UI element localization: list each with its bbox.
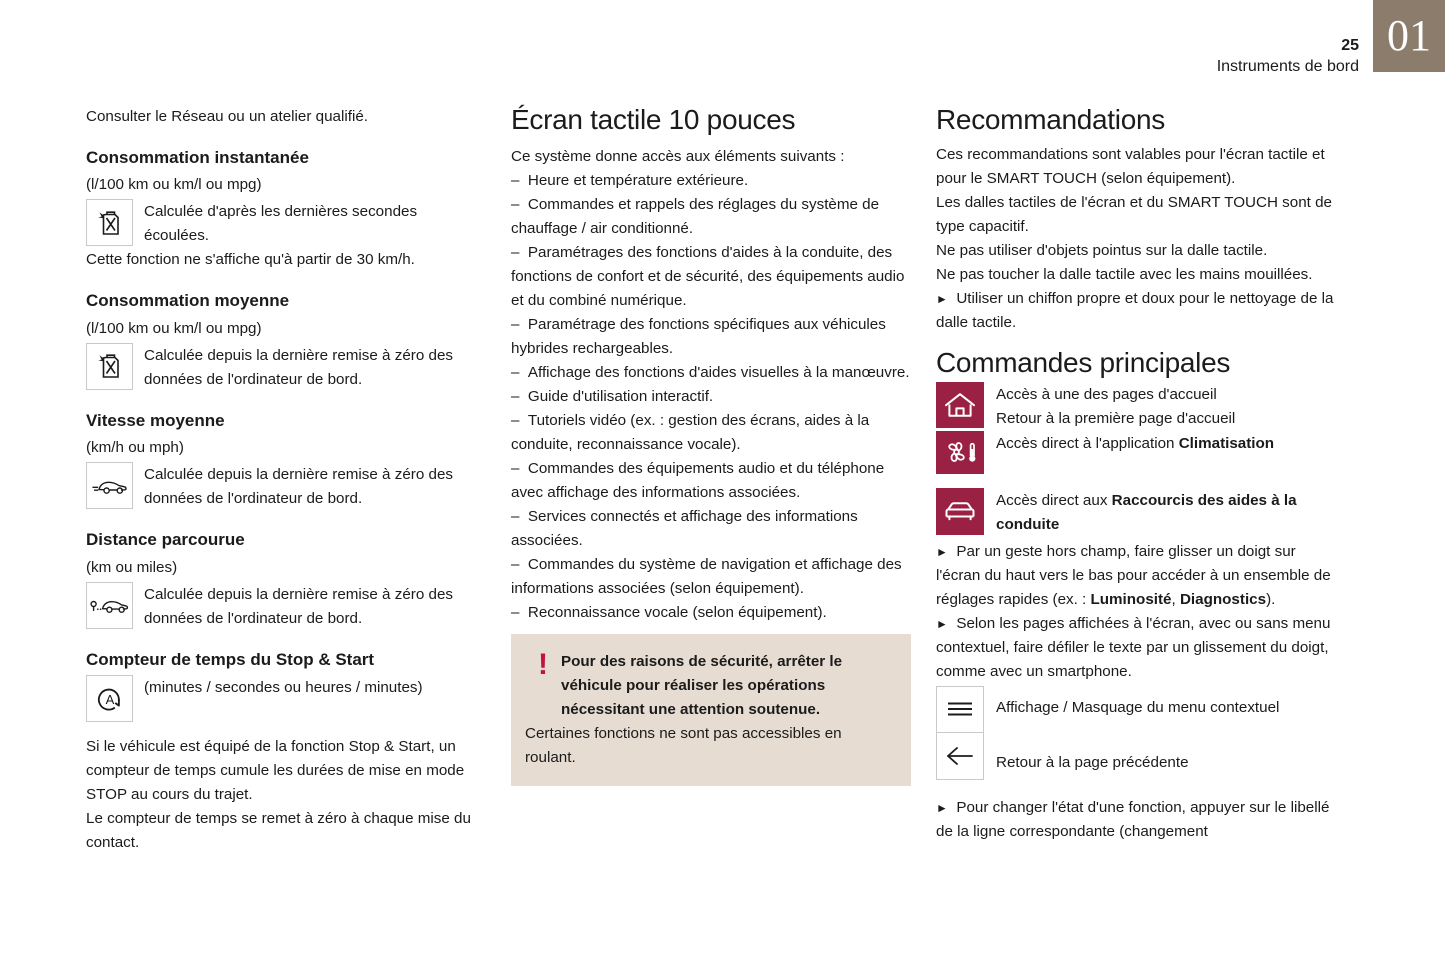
units-distance-parcourue: (km ou miles): [86, 558, 178, 576]
bullet-label: Affichage des fonctions d'aides visuelles à la manœuvre.: [527, 363, 910, 381]
arrow-item-cleaning: [936, 287, 1336, 335]
bullet-item: – Affichage des fonctions d'aides visuelles à la manœuvre.: [511, 363, 910, 381]
climate-label-bold: Climatisation: [1178, 434, 1275, 452]
arrow-item-scrolling: [936, 612, 1336, 684]
row-distance-parcourue: [86, 582, 484, 631]
header-text-block: [1217, 36, 1359, 78]
fuel-can-cross-icon: [86, 199, 133, 246]
home-icon[interactable]: [936, 382, 984, 429]
quick-settings-pre: Par un geste hors champ, faire glisser un doigt sur l'écran du haut vers le bas pour accéder à un ensemble de réglages rapides (ex. :: [936, 542, 1331, 608]
warning-first-line: [525, 650, 895, 722]
bullet-label: Heure et température extérieure.: [527, 171, 749, 189]
text-vitesse-moyenne: Calculée depuis la dernière remise à zéro des données de l'ordinateur de bord.: [144, 466, 453, 508]
bullet-label: Commandes et rappels des réglages du système de chauffage / air conditionné.: [511, 195, 880, 237]
home-line-1: Accès à une des pages d'accueil: [996, 385, 1217, 403]
command-row-climate: [936, 431, 1336, 475]
footer-consommation-instantanee: Cette fonction ne s'affiche qu'à partir de 30 km/h.: [86, 251, 415, 269]
middle-column: [511, 105, 911, 786]
bullet-item: – Tutoriels vidéo (ex. : gestion des écrans, aides à la conduite, reconnaissance vocale).: [511, 411, 870, 453]
chapter-title: Instruments de bord: [1216, 58, 1359, 75]
bullet-label: Commandes du système de navigation et affichage des informations associées (selon équipement).: [511, 556, 902, 598]
svg-text:A: A: [105, 691, 114, 707]
section-title-ecran-tactile: Écran tactile 10 pouces: [511, 104, 796, 135]
hamburger-menu-icon[interactable]: [936, 686, 984, 733]
exclamation-icon: !: [538, 648, 548, 682]
bullet-item: – Reconnaissance vocale (selon équipement).: [511, 604, 827, 622]
text-stop-start: (minutes / secondes ou heures / minutes): [144, 679, 423, 697]
page-body: [0, 105, 1445, 963]
fuel-can-cross-icon: [86, 343, 133, 390]
command-text-home: [996, 382, 1235, 431]
heading-consommation-moyenne: Consommation moyenne: [86, 291, 290, 311]
recommandations-paragraph: Ces recommandations sont valables pour l'écran tactile et pour le SMART TOUCH (selon équipement).: [936, 145, 1325, 187]
car-distance-pin-icon: [86, 582, 133, 629]
section-title-commandes-principales: Commandes principales: [936, 346, 1231, 378]
car-front-icon[interactable]: [936, 488, 984, 535]
command-row-home: [936, 382, 1336, 431]
bullet-item: – Heure et température extérieure.: [511, 171, 749, 189]
bullet-label: Commandes des équipements audio et du téléphone avec affichage des informations associées.: [511, 460, 885, 502]
heading-vitesse-moyenne: Vitesse moyenne: [86, 410, 225, 430]
left-intro-text: Consulter le Réseau ou un atelier qualifié.: [86, 108, 368, 125]
quick-settings-bold-2: Diagnostics: [1179, 590, 1267, 608]
bullet-label: Reconnaissance vocale (selon équipement).: [527, 604, 827, 622]
quick-settings-mid: ,: [1171, 590, 1180, 608]
triangle-bullet-icon: ►: [936, 544, 948, 559]
warning-box: [511, 634, 911, 786]
row-consommation-instantanee: [86, 199, 484, 248]
bullet-label: Tutoriels vidéo (ex. : gestion des écrans, aides à la conduite, reconnaissance vocale).: [511, 411, 870, 453]
page-header: [0, 0, 1445, 90]
triangle-bullet-icon: ►: [936, 291, 948, 306]
driving-aids-label: Accès direct aux: [996, 491, 1112, 509]
left-column: [86, 105, 484, 855]
text-consommation-instantanee: Calculée d'après les dernières secondes écoulées.: [144, 203, 418, 245]
scrolling-label: Selon les pages affichées à l'écran, avec ou sans menu contextuel, faire défiler le texte par un glissement du doigt, comme avec un smartphone.: [936, 614, 1331, 680]
row-consommation-moyenne: [86, 343, 484, 392]
quick-settings-post: ).: [1266, 590, 1276, 608]
page-number: 25: [1341, 37, 1359, 54]
bullet-item: – Commandes du système de navigation et affichage des informations associées (selon équipement).: [511, 556, 902, 598]
row-stop-start: [86, 675, 484, 722]
label-contextual-menu: Affichage / Masquage du menu contextuel: [996, 698, 1280, 716]
warning-body-text: Certaines fonctions ne sont pas accessibles en roulant.: [525, 725, 842, 767]
triangle-bullet-icon: ►: [936, 616, 948, 631]
recommandations-paragraph: Les dalles tactiles de l'écran et du SMART TOUCH sont de type capacitif.: [936, 193, 1333, 235]
units-consommation-moyenne: (l/100 km ou km/l ou mpg): [86, 319, 262, 337]
recommandations-paragraph: Ne pas toucher la dalle tactile avec les mains mouillées.: [936, 265, 1313, 283]
bullet-item: – Services connectés et affichage des informations associées.: [511, 508, 858, 550]
bullet-item: – Paramétrages des fonctions d'aides à la conduite, des fonctions de confort et de sécurité, des équipements audio et du combiné numérique.: [511, 243, 905, 309]
section-title-recommandations: Recommandations: [936, 104, 1165, 135]
car-speed-icon: [86, 462, 133, 509]
bullet-label: Services connectés et affichage des informations associées.: [511, 508, 858, 550]
bullet-item: – Commandes des équipements audio et du téléphone avec affichage des informations associées.: [511, 460, 885, 502]
heading-distance-parcourue: Distance parcourue: [86, 530, 245, 550]
arrow-item-quick-settings: [936, 540, 1336, 612]
bullet-label: Guide d'utilisation interactif.: [527, 387, 714, 405]
driving-aids-label-bold: Raccourcis des aides à la conduite: [996, 491, 1297, 533]
climate-fan-thermometer-icon[interactable]: [936, 431, 984, 475]
command-text-driving-aids: [996, 488, 1336, 537]
row-vitesse-moyenne: [86, 462, 484, 511]
bullet-label: Paramétrage des fonctions spécifiques aux véhicules hybrides rechargeables.: [511, 315, 886, 357]
quick-settings-bold-1: Luminosité: [1090, 590, 1172, 608]
climate-label: Accès direct à l'application: [996, 434, 1179, 452]
units-vitesse-moyenne: (km/h ou mph): [86, 439, 184, 457]
back-arrow-icon[interactable]: [936, 733, 984, 780]
plain-icon-rows: [936, 686, 1336, 780]
heading-consommation-instantanee: Consommation instantanée: [86, 148, 309, 168]
heading-stop-start: Compteur de temps du Stop & Start: [86, 649, 375, 669]
stop-start-a-icon: [86, 675, 133, 722]
warning-bold-text: Pour des raisons de sécurité, arrêter le véhicule pour réaliser les opérations nécessitant une attention soutenue.: [561, 653, 843, 719]
bullet-item: – Paramétrage des fonctions spécifiques aux véhicules hybrides rechargeables.: [511, 315, 886, 357]
command-row-driving-aids: [936, 488, 1336, 537]
plain-icon-column: [936, 686, 984, 780]
stop-start-paragraph-1: Si le véhicule est équipé de la fonction Stop & Start, un compteur de temps cumule les durées de mise en mode STOP au cours du trajet.: [86, 738, 465, 804]
bullet-label: Paramétrages des fonctions d'aides à la conduite, des fonctions de confort et de sécurité, des équipements audio et du combiné numérique.: [511, 243, 905, 309]
plain-icon-labels: [996, 686, 1279, 780]
chapter-tab: [1373, 0, 1445, 72]
stop-start-paragraph-2: Le compteur de temps se remet à zéro à chaque mise du contact.: [86, 810, 471, 852]
text-consommation-moyenne: Calculée depuis la dernière remise à zéro des données de l'ordinateur de bord.: [144, 346, 453, 388]
recommandations-paragraph: Ne pas utiliser d'objets pointus sur la dalle tactile.: [936, 241, 1268, 259]
arrow-item-label: Utiliser un chiffon propre et doux pour le nettoyage de la dalle tactile.: [936, 289, 1334, 331]
command-text-climate: [996, 431, 1274, 456]
home-line-2: Retour à la première page d'accueil: [996, 409, 1236, 427]
middle-intro-text: Ce système donne accès aux éléments suivants :: [511, 147, 845, 165]
text-distance-parcourue: Calculée depuis la dernière remise à zéro des données de l'ordinateur de bord.: [144, 585, 453, 627]
bullet-item: – Guide d'utilisation interactif.: [511, 387, 714, 405]
label-back-page: Retour à la page précédente: [996, 753, 1189, 771]
triangle-bullet-icon: ►: [936, 800, 948, 815]
arrow-item-change-state: [936, 796, 1336, 844]
right-column: [936, 105, 1336, 844]
units-consommation-instantanee: (l/100 km ou km/l ou mpg): [86, 176, 262, 194]
bullet-item: – Commandes et rappels des réglages du système de chauffage / air conditionné.: [511, 195, 880, 237]
change-state-label: Pour changer l'état d'une fonction, appuyer sur le libellé de la ligne correspondante (changement: [936, 798, 1330, 840]
chapter-number: 01: [1387, 11, 1431, 60]
